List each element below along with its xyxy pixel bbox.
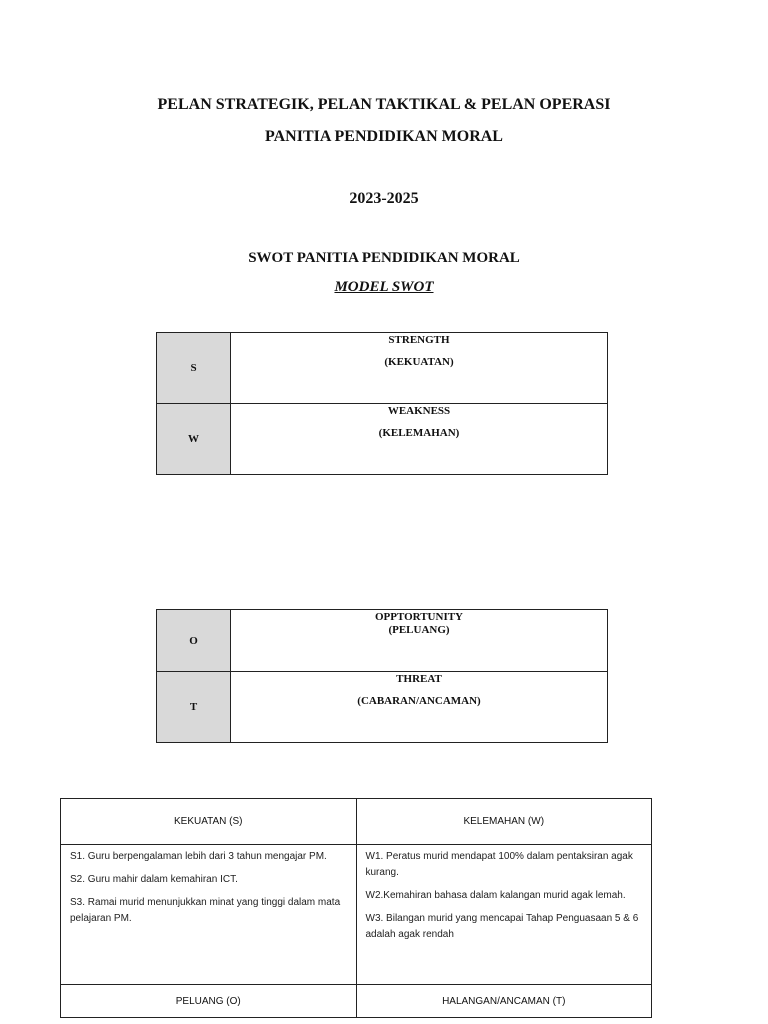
swot-letter-t: T (157, 672, 231, 743)
swot-section-title: SWOT PANITIA PENDIDIKAN MORAL (248, 250, 520, 266)
weakness-item: W2.Kemahiran bahasa dalam kalangan murid agak lemah. (365, 890, 626, 901)
swot-letter-s: S (157, 333, 231, 404)
swot-row-threat (157, 672, 608, 743)
swot-opportunity-threat-table (156, 609, 608, 743)
strength-item: S3. Ramai murid menunjukkan minat yang tinggi dalam mata pelajaran PM. (70, 897, 341, 924)
swot-desc-threat (231, 672, 608, 743)
weaknesses-cell (356, 845, 652, 985)
year-range: 2023-2025 (349, 190, 419, 207)
analysis-footer-row (61, 985, 652, 1018)
header-halangan-ancaman: HALANGAN/ANCAMAN (T) (356, 985, 652, 1018)
swot-desc-opportunity (231, 610, 608, 672)
swot-label-strength: STRENGTH (388, 334, 450, 346)
swot-label-opportunity: OPPTORTUNITY (374, 611, 464, 623)
weakness-item: W3. Bilangan murid yang mencapai Tahap Penguasaan 5 & 6 adalah agak rendah (365, 913, 639, 940)
swot-label-weakness: WEAKNESS (387, 405, 451, 417)
committee-title: PANITIA PENDIDIKAN MORAL (265, 128, 503, 145)
model-swot-subtitle: MODEL SWOT (334, 279, 434, 295)
swot-strength-weakness-table (156, 332, 608, 475)
analysis-body-row (61, 845, 652, 985)
swot-letter-o: O (157, 610, 231, 672)
swot-desc-strength (231, 333, 608, 404)
swot-label-threat: THREAT (396, 673, 442, 685)
weakness-item: W1. Peratus murid mendapat 100% dalam pentaksiran agak kurang. (365, 851, 633, 878)
strength-item: S2. Guru mahir dalam kemahiran ICT. (70, 874, 238, 885)
header-kelemahan: KELEMAHAN (W) (356, 799, 652, 845)
analysis-header-row (61, 799, 652, 845)
swot-label-kelemahan: (KELEMAHAN) (378, 427, 460, 439)
strengths-cell (61, 845, 357, 985)
swot-desc-weakness (231, 404, 608, 475)
swot-label-cabaran: (CABARAN/ANCAMAN) (357, 695, 481, 707)
document-title: PELAN STRATEGIK, PELAN TAKTIKAL & PELAN OPERASI (157, 96, 611, 113)
swot-row-weakness (157, 404, 608, 475)
swot-row-opportunity (157, 610, 608, 672)
strength-item: S1. Guru berpengalaman lebih dari 3 tahun mengajar PM. (70, 851, 327, 862)
swot-label-kekuatan: (KEKUATAN) (384, 356, 454, 368)
swot-label-peluang: (PELUANG) (388, 624, 450, 636)
header-kekuatan: KEKUATAN (S) (61, 799, 357, 845)
swot-analysis-table (60, 798, 652, 1018)
swot-row-strength (157, 333, 608, 404)
swot-letter-w: W (157, 404, 231, 475)
header-peluang: PELUANG (O) (61, 985, 357, 1018)
